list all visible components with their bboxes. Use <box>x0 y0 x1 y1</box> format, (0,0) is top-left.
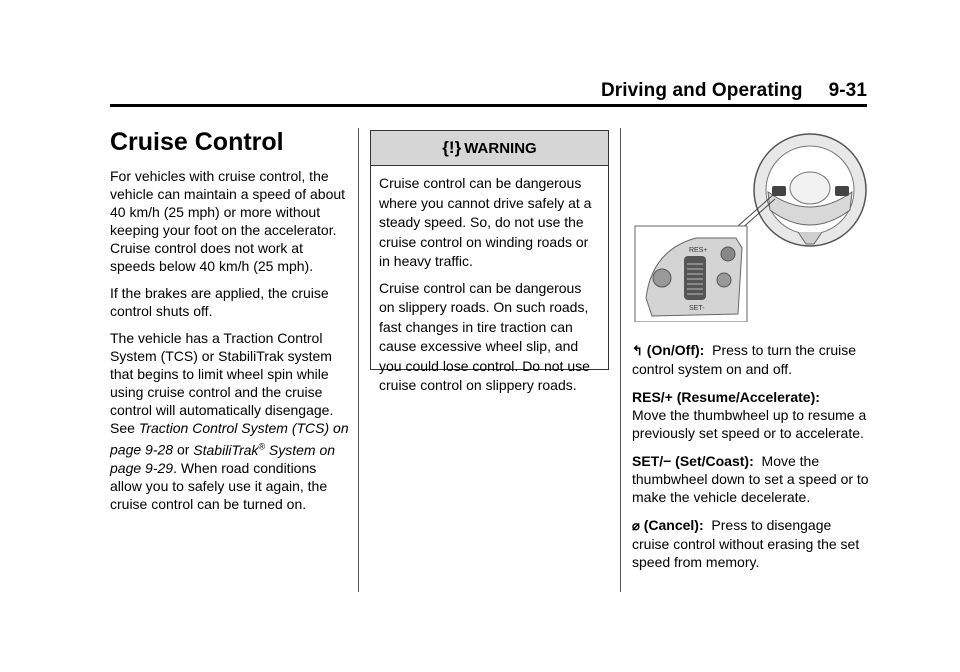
control-on-off: ↰ (On/Off): Press to turn the cruise control system on and off. <box>632 342 857 377</box>
or-text: or <box>176 441 190 458</box>
control-cancel: ⌀ (Cancel): Press to disengage cruise control without erasing the set speed from memory. <box>632 517 860 570</box>
page-header <box>110 80 867 104</box>
steering-wheel-icon <box>754 134 866 246</box>
cruise-cancel-icon: ⌀ <box>632 518 640 533</box>
warning-header <box>371 131 608 166</box>
warning-icon: {!} <box>442 138 462 157</box>
control-set: SET/− (Set/Coast): Move the thumbwheel down to set a speed or to make the vehicle decelerate. <box>632 453 869 505</box>
svg-text:RES+: RES+ <box>689 247 708 254</box>
paragraph-brakes: If the brakes are applied, the cruise control shuts off. <box>110 285 329 319</box>
warning-box <box>370 130 609 393</box>
column-3 <box>632 130 872 322</box>
header-rule <box>110 104 867 107</box>
column-1 <box>110 128 350 522</box>
steering-wheel-illustration <box>632 130 872 322</box>
ref-tcs-link[interactable]: Traction Control System (TCS) on page 9-28 <box>110 420 349 458</box>
traction-text-a: The vehicle has a Traction Control System (TCS) or StabiliTrak system that begins to limit wheel spin while using cruise control and the cruise control will automatically disengage. See <box>110 330 334 436</box>
warning-label: WARNING <box>464 140 537 157</box>
control-resume: RES/+ (Resume/Accelerate): Move the thumbwheel up to resume a previously set speed or to accelerate. <box>632 389 867 441</box>
section-title: Driving and Operating <box>600 80 803 101</box>
paragraph-traction <box>110 329 350 513</box>
page-title: Cruise Control <box>110 128 284 156</box>
traction-text-b: . When road conditions allow you to safely use it again, the cruise control can be turned on. <box>110 459 328 512</box>
ref-stabilitrak-link[interactable]: StabiliTrak® System on page 9-29 <box>110 441 336 476</box>
controls-list <box>632 341 872 581</box>
cruise-on-off-icon: ↰ <box>632 343 643 358</box>
steering-wheel-figure <box>632 130 872 322</box>
column-divider-2 <box>620 128 621 592</box>
warning-paragraph-1: Cruise control can be dangerous where you cannot drive safely at a steady speed. So, do not use the cruise control on winding roads or in heavy traffic. <box>379 175 592 269</box>
warning-body <box>371 166 608 396</box>
paragraph-intro: For vehicles with cruise control, the vehicle can maintain a speed of about 40 km/h (25 mph) or more without keeping your foot on the accelerator. Cruise control does not work at speeds below 40 km/h (25 mph). <box>110 168 346 274</box>
page-number: 9-31 <box>828 80 867 101</box>
column-divider-1 <box>358 128 359 592</box>
header-text <box>601 80 867 102</box>
warning-paragraph-2: Cruise control can be dangerous on slippery roads. On such roads, fast changes in tire traction can cause excessive wheel slip, and you could lose control. Do not use cruise control on slippery roads. <box>379 279 590 393</box>
svg-text:SET-: SET- <box>689 305 705 312</box>
